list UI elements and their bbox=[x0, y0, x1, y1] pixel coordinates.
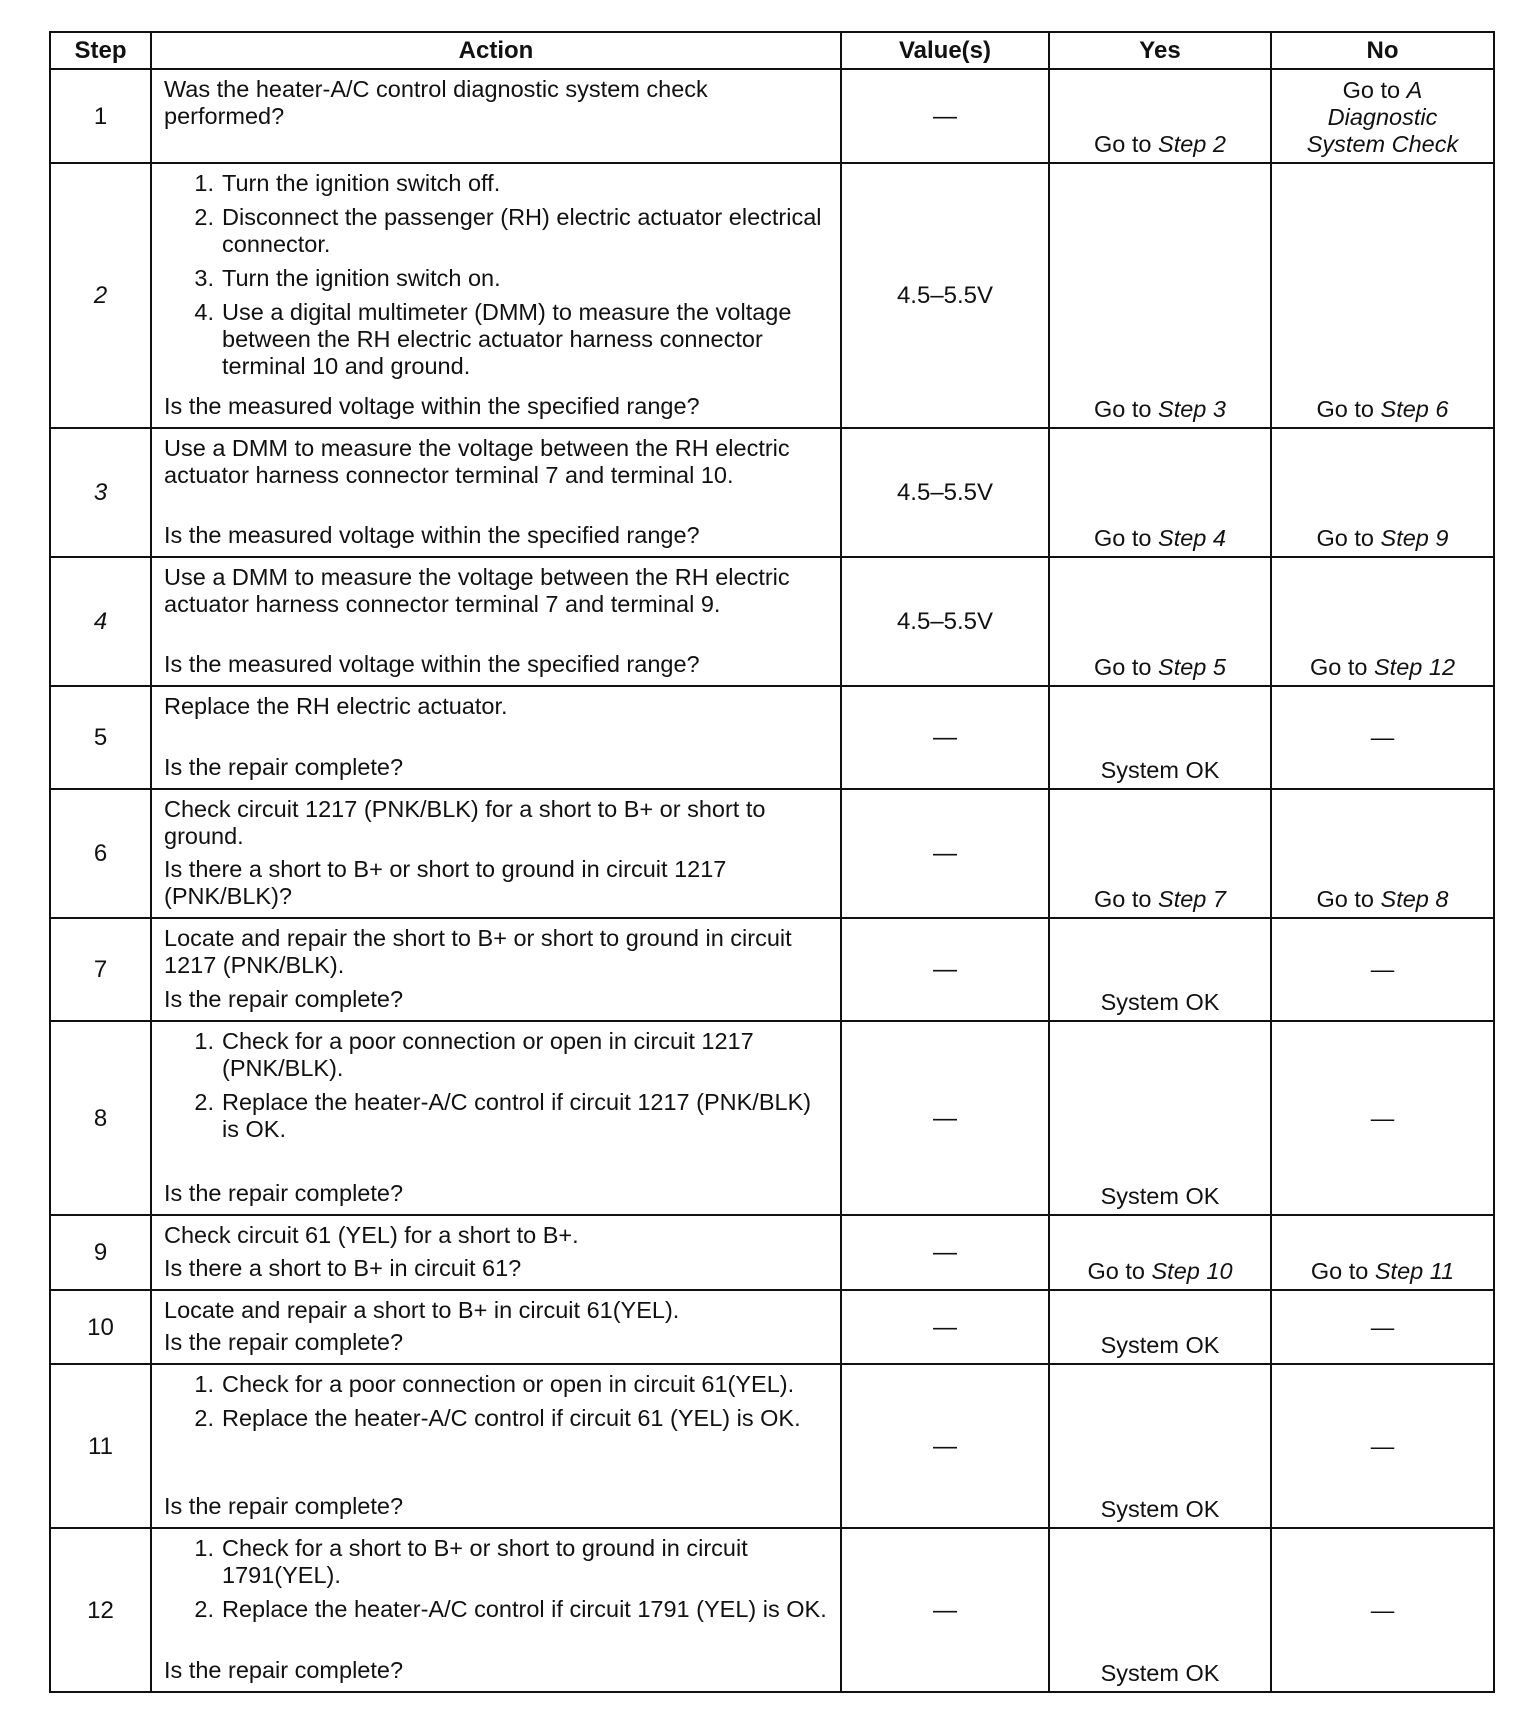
action-step bbox=[164, 204, 830, 258]
step-number: 10 bbox=[50, 1290, 151, 1364]
yes-prefix: Go to bbox=[1094, 654, 1159, 680]
value-cell: — bbox=[841, 69, 1049, 163]
step-number: 9 bbox=[50, 1215, 151, 1290]
yes-prefix: Go to bbox=[1094, 396, 1159, 422]
no-text: — bbox=[1370, 956, 1395, 982]
action-text: Is there a short to B+ in circuit 61? bbox=[164, 1255, 522, 1281]
step-number: 7 bbox=[50, 918, 151, 1021]
action-instructions bbox=[164, 925, 830, 979]
action-question: Is the measured voltage within the specified range? bbox=[164, 522, 700, 548]
action-instructions bbox=[164, 1371, 830, 1439]
action-cell bbox=[151, 918, 841, 1021]
header-no: No bbox=[1271, 32, 1494, 69]
yes-text: System OK bbox=[1100, 757, 1220, 783]
header-action: Action bbox=[151, 32, 841, 69]
yes-target: Step 10 bbox=[1151, 1258, 1233, 1284]
action-steps-list bbox=[164, 1535, 830, 1623]
action-cell bbox=[151, 69, 841, 163]
no-cell bbox=[1271, 1528, 1494, 1692]
value-cell: — bbox=[841, 789, 1049, 918]
action-text: Replace the RH electric actuator. bbox=[164, 693, 508, 719]
action-cell bbox=[151, 1215, 841, 1290]
table-row bbox=[50, 918, 1494, 1021]
action-instructions bbox=[164, 1297, 830, 1324]
action-content bbox=[164, 1371, 830, 1520]
action-content bbox=[164, 693, 830, 781]
no-text: — bbox=[1370, 724, 1395, 750]
action-text: Is there a short to B+ or short to ground in circuit 1217 (PNK/BLK)? bbox=[164, 856, 727, 909]
no-cell bbox=[1271, 789, 1494, 918]
action-text: Was the heater-A/C control diagnostic system check performed? bbox=[164, 76, 708, 129]
table-row bbox=[50, 163, 1494, 428]
action-cell bbox=[151, 1290, 841, 1364]
yes-cell bbox=[1049, 557, 1271, 686]
step-number: 3 bbox=[50, 428, 151, 557]
no-cell bbox=[1271, 918, 1494, 1021]
action-question: Is the repair complete? bbox=[164, 1493, 404, 1519]
action-content bbox=[164, 1535, 830, 1684]
action-instructions bbox=[164, 435, 830, 489]
action-content bbox=[164, 1028, 830, 1207]
action-step-text: Replace the heater-A/C control if circuit 1791 (YEL) is OK. bbox=[222, 1596, 827, 1622]
no-line-3: System Check bbox=[1306, 131, 1459, 157]
yes-text: System OK bbox=[1100, 1660, 1220, 1686]
no-text: — bbox=[1370, 1596, 1395, 1623]
value-cell: — bbox=[841, 1215, 1049, 1290]
action-content bbox=[164, 796, 830, 910]
value-cell: 4.5–5.5V bbox=[841, 428, 1049, 557]
yes-cell bbox=[1049, 1364, 1271, 1528]
action-text: Locate and repair a short to B+ in circuit 61(YEL). bbox=[164, 1297, 680, 1323]
action-instructions bbox=[164, 1535, 830, 1630]
action-step-number: 1. bbox=[194, 1028, 214, 1054]
no-cell bbox=[1271, 557, 1494, 686]
no-prefix: Go to bbox=[1316, 886, 1381, 912]
action-step bbox=[164, 170, 830, 197]
no-target: Step 11 bbox=[1374, 1258, 1455, 1284]
yes-text: System OK bbox=[1100, 1496, 1220, 1522]
action-step-text: Turn the ignition switch on. bbox=[222, 265, 501, 291]
action-content bbox=[164, 1297, 830, 1356]
action-step-number: 2. bbox=[194, 1089, 214, 1115]
yes-target: Step 3 bbox=[1158, 396, 1226, 422]
yes-cell bbox=[1049, 789, 1271, 918]
action-cell bbox=[151, 686, 841, 789]
yes-text: System OK bbox=[1100, 989, 1220, 1015]
action-text: Check circuit 1217 (PNK/BLK) for a short to B+ or short to ground. bbox=[164, 796, 766, 849]
action-step-text: Check for a poor connection or open in circuit 61(YEL). bbox=[222, 1371, 795, 1397]
action-cell bbox=[151, 1021, 841, 1215]
action-steps-list bbox=[164, 1028, 830, 1143]
action-text: Use a DMM to measure the voltage between the RH electric actuator harness connector terminal 7 and terminal 9. bbox=[164, 564, 790, 617]
table-row bbox=[50, 557, 1494, 686]
action-step-text: Replace the heater-A/C control if circuit 1217 (PNK/BLK) is OK. bbox=[222, 1089, 812, 1142]
no-cell bbox=[1271, 1215, 1494, 1290]
action-content bbox=[164, 564, 830, 678]
no-prefix: Go to bbox=[1342, 77, 1407, 103]
action-step-number: 2. bbox=[194, 1596, 214, 1622]
action-question: Is the measured voltage within the specified range? bbox=[164, 651, 700, 677]
action-step-text: Use a digital multimeter (DMM) to measure the voltage between the RH electric actuator harness connector terminal 10 and ground. bbox=[222, 299, 792, 379]
action-step-number: 1. bbox=[194, 1371, 214, 1397]
action-instructions bbox=[164, 1222, 830, 1282]
no-prefix: Go to bbox=[1316, 525, 1381, 551]
step-number: 4 bbox=[50, 557, 151, 686]
yes-prefix: Go to bbox=[1094, 886, 1159, 912]
action-cell bbox=[151, 1528, 841, 1692]
action-step-text: Check for a short to B+ or short to ground in circuit 1791(YEL). bbox=[222, 1535, 748, 1588]
value-cell: — bbox=[841, 918, 1049, 1021]
yes-cell bbox=[1049, 163, 1271, 428]
table-row bbox=[50, 686, 1494, 789]
step-number: 1 bbox=[50, 69, 151, 163]
action-text: Locate and repair the short to B+ or short to ground in circuit 1217 (PNK/BLK). bbox=[164, 925, 792, 978]
action-content bbox=[164, 76, 830, 155]
table-row bbox=[50, 69, 1494, 163]
step-number: 11 bbox=[50, 1364, 151, 1528]
action-content bbox=[164, 925, 830, 1013]
table-row bbox=[50, 1215, 1494, 1290]
no-prefix: Go to bbox=[1310, 1258, 1375, 1284]
action-step-text: Check for a poor connection or open in circuit 1217 (PNK/BLK). bbox=[222, 1028, 754, 1081]
action-cell bbox=[151, 428, 841, 557]
action-content bbox=[164, 435, 830, 549]
value-cell: — bbox=[841, 1364, 1049, 1528]
yes-target: Step 2 bbox=[1158, 131, 1226, 157]
no-text: — bbox=[1370, 1313, 1395, 1340]
no-cell bbox=[1271, 69, 1494, 163]
header-step: Step bbox=[50, 32, 151, 69]
action-instructions bbox=[164, 796, 830, 910]
action-step-number: 1. bbox=[194, 170, 214, 196]
step-number: 12 bbox=[50, 1528, 151, 1692]
action-instructions bbox=[164, 1028, 830, 1150]
value-cell: — bbox=[841, 1528, 1049, 1692]
value-cell: — bbox=[841, 1290, 1049, 1364]
value-cell: — bbox=[841, 1021, 1049, 1215]
yes-target: Step 7 bbox=[1158, 886, 1226, 912]
action-step-number: 1. bbox=[194, 1535, 214, 1561]
no-target: Step 8 bbox=[1380, 886, 1449, 912]
action-step-number: 3. bbox=[194, 265, 214, 291]
action-step bbox=[164, 1089, 830, 1143]
action-instructions bbox=[164, 564, 830, 618]
yes-cell bbox=[1049, 918, 1271, 1021]
step-number: 5 bbox=[50, 686, 151, 789]
yes-cell bbox=[1049, 428, 1271, 557]
yes-cell bbox=[1049, 686, 1271, 789]
value-cell: 4.5–5.5V bbox=[841, 163, 1049, 428]
action-step bbox=[164, 1405, 830, 1432]
header-row bbox=[50, 32, 1494, 69]
action-step-number: 4. bbox=[194, 299, 214, 325]
action-content bbox=[164, 170, 830, 420]
action-text: Check circuit 61 (YEL) for a short to B+. bbox=[164, 1222, 579, 1248]
no-text: — bbox=[1370, 1432, 1395, 1459]
yes-target: Step 5 bbox=[1158, 654, 1226, 680]
action-cell bbox=[151, 1364, 841, 1528]
action-question: Is the repair complete? bbox=[164, 754, 404, 780]
action-steps-list bbox=[164, 1371, 830, 1432]
action-instructions bbox=[164, 170, 830, 387]
no-cell bbox=[1271, 1021, 1494, 1215]
action-step bbox=[164, 265, 830, 292]
action-step-text: Turn the ignition switch off. bbox=[222, 170, 501, 196]
header-yes: Yes bbox=[1049, 32, 1271, 69]
yes-cell bbox=[1049, 69, 1271, 163]
action-step-text: Replace the heater-A/C control if circuit 61 (YEL) is OK. bbox=[222, 1405, 801, 1431]
value-cell: — bbox=[841, 686, 1049, 789]
yes-cell bbox=[1049, 1528, 1271, 1692]
action-step bbox=[164, 299, 830, 380]
yes-prefix: Go to bbox=[1087, 1258, 1152, 1284]
no-cell bbox=[1271, 1364, 1494, 1528]
no-target: A bbox=[1406, 77, 1423, 103]
action-question: Is the repair complete? bbox=[164, 1329, 404, 1355]
value-cell: 4.5–5.5V bbox=[841, 557, 1049, 686]
yes-cell bbox=[1049, 1021, 1271, 1215]
table-row bbox=[50, 1364, 1494, 1528]
action-question: Is the repair complete? bbox=[164, 986, 404, 1012]
table-row bbox=[50, 428, 1494, 557]
yes-prefix: Go to bbox=[1094, 131, 1159, 157]
no-target: Step 6 bbox=[1380, 396, 1449, 422]
yes-text: System OK bbox=[1100, 1183, 1220, 1209]
no-text: — bbox=[1370, 1104, 1395, 1131]
action-step bbox=[164, 1371, 830, 1398]
action-cell bbox=[151, 789, 841, 918]
action-question: Is the measured voltage within the specified range? bbox=[164, 393, 700, 419]
table-row bbox=[50, 1528, 1494, 1692]
no-cell bbox=[1271, 163, 1494, 428]
yes-text: System OK bbox=[1100, 1332, 1220, 1358]
no-prefix: Go to bbox=[1316, 396, 1381, 422]
yes-cell bbox=[1049, 1215, 1271, 1290]
no-cell bbox=[1271, 1290, 1494, 1364]
step-number: 6 bbox=[50, 789, 151, 918]
action-step-number: 2. bbox=[194, 204, 214, 230]
action-step bbox=[164, 1028, 830, 1082]
action-cell bbox=[151, 163, 841, 428]
action-step-number: 2. bbox=[194, 1405, 214, 1431]
no-prefix: Go to bbox=[1309, 654, 1374, 680]
action-steps-list bbox=[164, 170, 830, 380]
no-cell bbox=[1271, 428, 1494, 557]
table-row bbox=[50, 1290, 1494, 1364]
step-number: 2 bbox=[50, 163, 151, 428]
action-instructions bbox=[164, 693, 830, 720]
table-row bbox=[50, 789, 1494, 918]
header-values: Value(s) bbox=[841, 32, 1049, 69]
action-step bbox=[164, 1596, 830, 1623]
no-target: Step 9 bbox=[1380, 525, 1449, 551]
table-row bbox=[50, 1021, 1494, 1215]
action-text: Use a DMM to measure the voltage between the RH electric actuator harness connector terminal 7 and terminal 10. bbox=[164, 435, 790, 488]
action-step-text: Disconnect the passenger (RH) electric actuator electrical connector. bbox=[222, 204, 822, 257]
yes-prefix: Go to bbox=[1094, 525, 1159, 551]
yes-target: Step 4 bbox=[1158, 525, 1226, 551]
no-cell bbox=[1271, 686, 1494, 789]
action-cell bbox=[151, 557, 841, 686]
diagnostic-table bbox=[49, 31, 1495, 1693]
action-content bbox=[164, 1222, 830, 1282]
action-question: Is the repair complete? bbox=[164, 1657, 404, 1683]
no-line-2: Diagnostic bbox=[1327, 104, 1438, 130]
yes-cell bbox=[1049, 1290, 1271, 1364]
action-step bbox=[164, 1535, 830, 1589]
action-instructions bbox=[164, 76, 830, 130]
no-line-1 bbox=[1276, 77, 1489, 104]
no-target: Step 12 bbox=[1374, 654, 1456, 680]
step-number: 8 bbox=[50, 1021, 151, 1215]
action-question: Is the repair complete? bbox=[164, 1180, 404, 1206]
